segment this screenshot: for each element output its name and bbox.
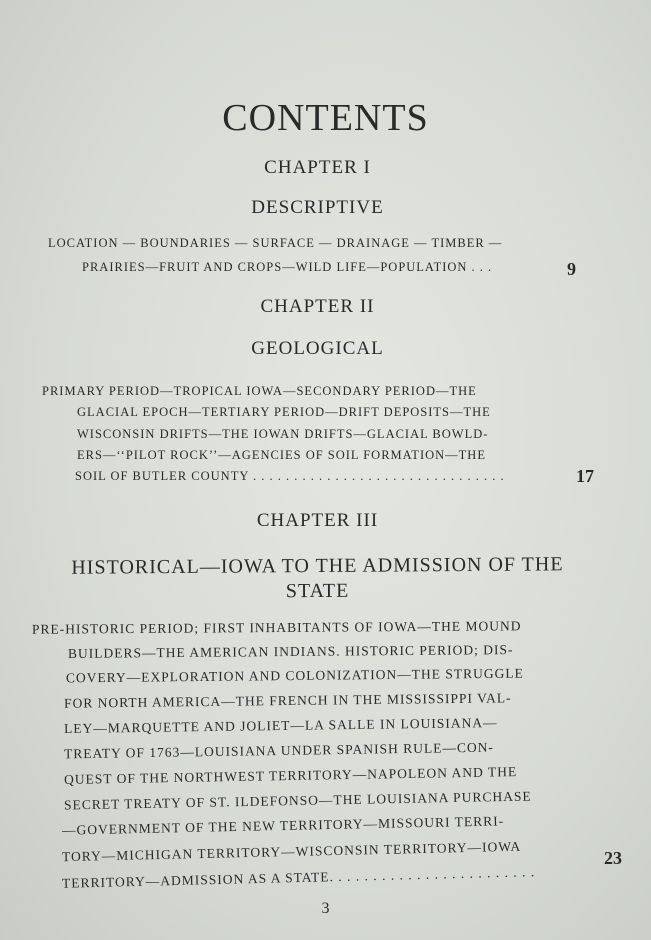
chapter-3-summary-line: PRE-HISTORIC PERIOD; FIRST INHABITANTS OF IOWA—THE MOUND (31, 618, 522, 637)
chapter-1-summary-line: LOCATION — BOUNDARIES — SURFACE — DRAINAGE — TIMBER — (48, 236, 503, 250)
chapter-2-summary-line: ERS—‘‘PILOT ROCK’’—AGENCIES OF SOIL FORMATION—THE (77, 448, 486, 462)
chapter-2-summary-line: GLACIAL EPOCH—TERTIARY PERIOD—DRIFT DEPOSITS—THE (77, 405, 491, 419)
chapter-3-summary-line: LEY—MARQUETTE AND JOLIET—LA SALLE IN LOUISIANA— (63, 714, 498, 737)
chapter-2-summary-line: PRIMARY PERIOD—TROPICAL IOWA—SECONDARY PERIOD—THE (42, 384, 477, 398)
chapter-3-summary-line: TORY—MICHIGAN TERRITORY—WISCONSIN TERRITORY—IOWA (61, 838, 522, 865)
chapter-3-page-ref: 23 (604, 848, 622, 868)
chapter-1-label: CHAPTER I (264, 157, 371, 178)
chapter-3-summary-line: TREATY OF 1763—LOUISIANA UNDER SPANISH RULE—CON- (63, 739, 494, 762)
chapter-2-summary-line: WISCONSIN DRIFTS—THE IOWAN DRIFTS—GLACIAL BOWLD- (77, 427, 489, 441)
chapter-3-summary-line: TERRITORY—ADMISSION AS A STATE. . . . . . . . . . . . . . . . . . . . . . . . (61, 864, 536, 891)
chapter-2-heading: GEOLOGICAL (251, 338, 384, 359)
chapter-3-label: CHAPTER III (256, 510, 379, 531)
page-number: 3 (321, 900, 330, 917)
chapter-2-label: CHAPTER II (260, 296, 375, 317)
chapter-2-page-ref: 17 (576, 466, 594, 486)
chapter-1-heading: DESCRIPTIVE (251, 197, 384, 218)
chapter-3-summary-line: QUEST OF THE NORTHWEST TERRITORY—NAPOLEON AND THE (63, 764, 518, 787)
page-title: CONTENTS (222, 97, 429, 139)
chapter-3-summary-line: BUILDERS—THE AMERICAN INDIANS. HISTORIC PERIOD; DIS- (67, 642, 514, 661)
chapter-3-summary-line: SECRET TREATY OF ST. ILDEFONSO—THE LOUISIANA PURCHASE (63, 788, 532, 813)
chapter-1-page-ref: 9 (567, 259, 576, 279)
chapter-1-summary-line: PRAIRIES—FRUIT AND CROPS—WILD LIFE—POPULATION . . . (82, 260, 493, 274)
chapter-3-summary-line: COVERY—EXPLORATION AND COLONIZATION—THE STRUGGLE (65, 665, 524, 686)
chapter-3-heading (40, 552, 595, 606)
chapter-3-heading-line: HISTORICAL—IOWA TO THE ADMISSION OF THE (71, 553, 564, 579)
chapter-2-summary-line: SOIL OF BUTLER COUNTY . . . . . . . . . . . . . . . . . . . . . . . . . . . . . . . (75, 469, 505, 483)
chapter-3-summary-line: FOR NORTH AMERICA—THE FRENCH IN THE MISSISSIPPI VAL- (63, 690, 512, 711)
chapter-3-heading-line: STATE (285, 579, 350, 603)
chapter-3-summary-line: —GOVERNMENT OF THE NEW TERRITORY—MISSOURI TERRI- (61, 813, 505, 838)
